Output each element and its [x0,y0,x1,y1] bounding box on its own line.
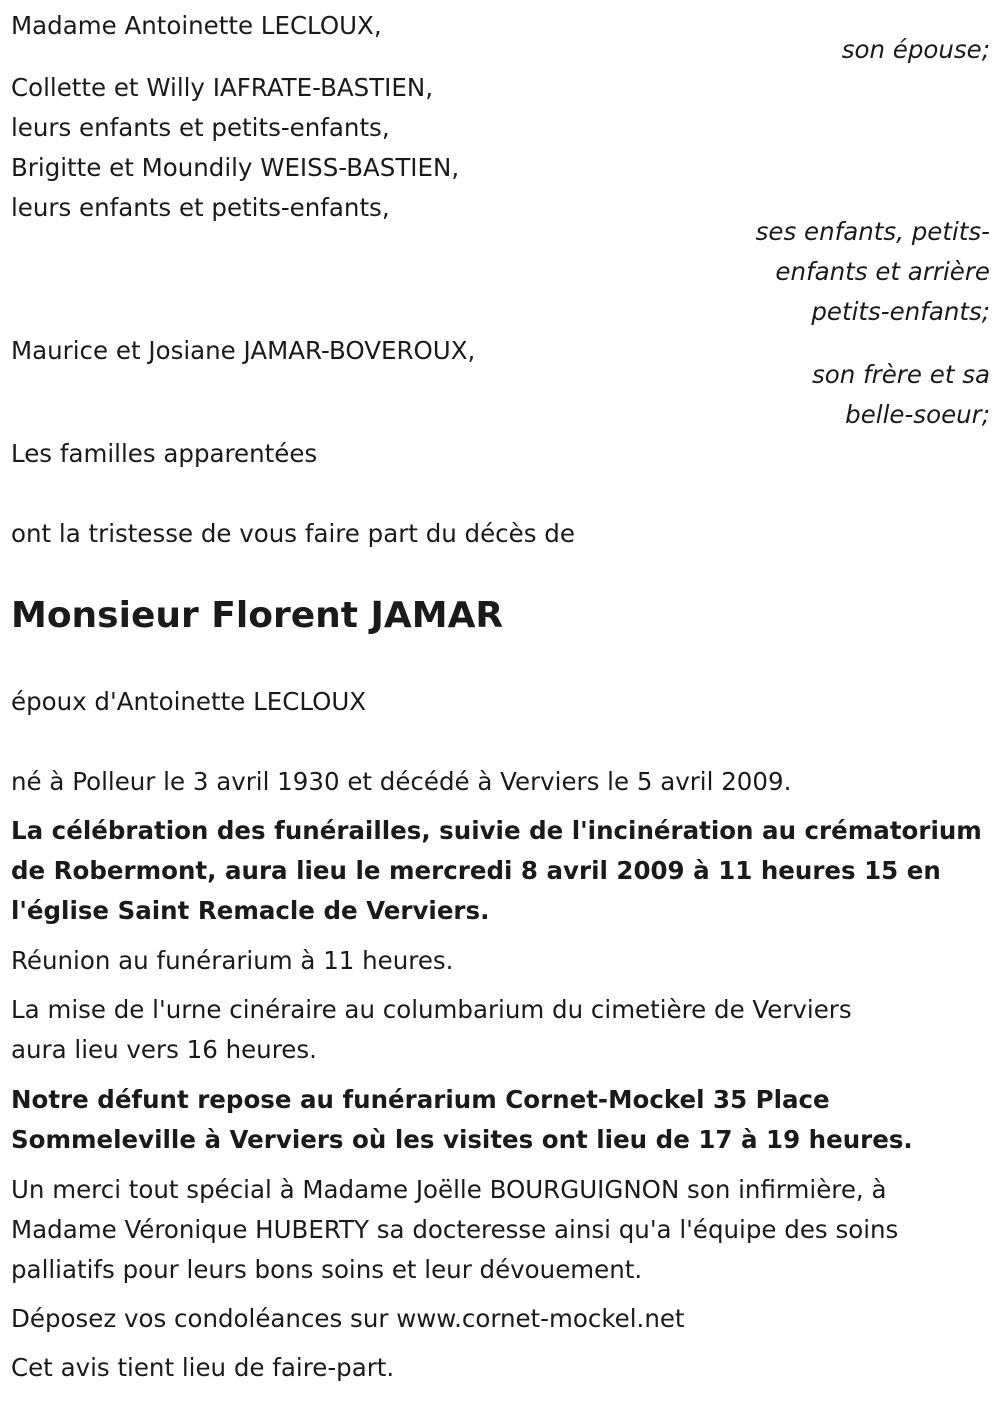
announcement-intro: ont la tristesse de vous faire part du décès de [11,519,575,548]
relatives: Les familles apparentées [11,439,318,468]
children-role-line-3: petits-enfants; [811,297,990,326]
sibling-name: Maurice et Josiane JAMAR-BOVEROUX, [11,336,476,365]
ceremony-line-3: l'église Saint Remacle de Verviers. [11,896,490,925]
condolences-link: Déposez vos condoléances sur www.cornet-mockel.net [11,1304,685,1333]
deceased-name: Monsieur Florent JAMAR [11,595,504,636]
children-line-4: leurs enfants et petits-enfants, [11,193,390,222]
thanks-line-1: Un merci tout spécial à Madame Joëlle BOURGUIGNON son infirmière, à [11,1175,887,1204]
meeting-info: Réunion au funérarium à 11 heures. [11,946,454,975]
urn-line-1: La mise de l'urne cinéraire au columbarium du cimetière de Verviers [11,995,852,1024]
thanks-line-2: Madame Véronique HUBERTY sa docteresse ainsi qu'a l'équipe des soins [11,1215,899,1244]
urn-line-2: aura lieu vers 16 heures. [11,1035,317,1064]
visit-line-2: Sommeleville à Verviers où les visites ont lieu de 17 à 19 heures. [11,1125,913,1154]
visit-line-1: Notre défunt repose au funérarium Cornet-Mockel 35 Place [11,1085,830,1114]
thanks-line-3: palliatifs pour leurs bons soins et leur dévouement. [11,1255,643,1284]
children-line-3: Brigitte et Moundily WEISS-BASTIEN, [11,153,460,182]
ceremony-line-2: de Robermont, aura lieu le mercredi 8 avril 2009 à 11 heures 15 en [11,856,941,885]
spouse-of: époux d'Antoinette LECLOUX [11,687,367,716]
sibling-role-line-1: son frère et sa [811,360,990,389]
spouse-name: Madame Antoinette LECLOUX, [11,11,382,40]
children-role-line-2: enfants et arrière [775,257,990,286]
children-role-line-1: ses enfants, petits- [755,217,990,246]
sibling-role-line-2: belle-soeur; [845,400,990,429]
closing-note: Cet avis tient lieu de faire-part. [11,1353,395,1382]
ceremony-line-1: La célébration des funérailles, suivie de l'incinération au crématorium [11,816,982,845]
children-line-1: Collette et Willy IAFRATE-BASTIEN, [11,73,434,102]
birth-death: né à Polleur le 3 avril 1930 et décédé à Verviers le 5 avril 2009. [11,767,792,796]
children-line-2: leurs enfants et petits-enfants, [11,113,390,142]
spouse-role: son épouse; [841,35,990,64]
